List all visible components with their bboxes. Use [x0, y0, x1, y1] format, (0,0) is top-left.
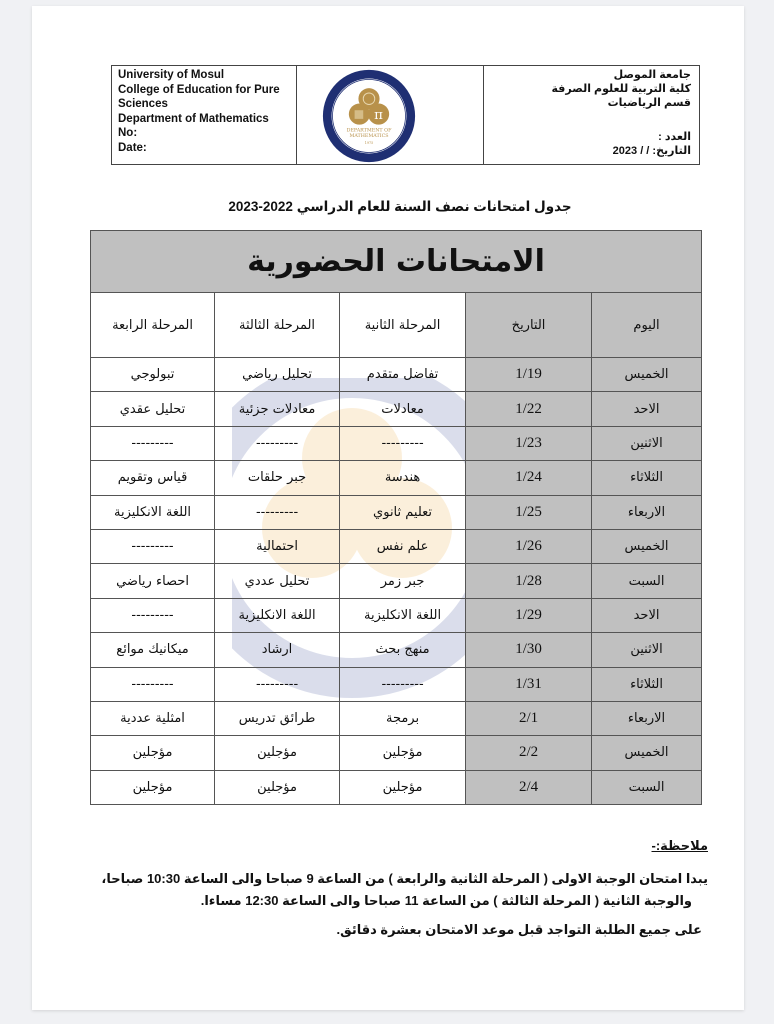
number-label-en: No:: [118, 127, 138, 140]
college-name-ar: كلية التربية للعلوم الصرفة: [551, 83, 691, 95]
table-row: [91, 529, 702, 563]
column-header-stage-2: المرحلة الثانية: [340, 293, 466, 358]
cell-day: الثلاثاء: [592, 461, 702, 495]
cell-date: 1/25: [466, 495, 592, 529]
cell-date: 1/19: [466, 358, 592, 392]
cell-day: الاربعاء: [592, 701, 702, 735]
cell-date: 1/24: [466, 461, 592, 495]
college-name-en-2: Sciences: [118, 98, 168, 111]
note-line-1: يبدا امتحان الوجبة الاولى ( المرحلة الثانية والرابعة ) من الساعة 9 صباحا والى الساعة 10:30 صباحا،: [101, 871, 708, 886]
cell-stage-4: مؤجلين: [91, 770, 215, 804]
cell-stage-2: ---------: [340, 667, 466, 701]
cell-stage-2: جبر زمر: [340, 564, 466, 598]
letterhead-arabic: [484, 66, 699, 164]
exam-schedule-table: [90, 230, 702, 805]
cell-stage-2: علم نفس: [340, 529, 466, 563]
cell-stage-3: مؤجلين: [215, 736, 340, 770]
cell-day: السبت: [592, 564, 702, 598]
cell-stage-4: مؤجلين: [91, 736, 215, 770]
column-header-stage-3: المرحلة الثالثة: [215, 293, 340, 358]
cell-stage-3: ---------: [215, 495, 340, 529]
cell-date: 1/31: [466, 667, 592, 701]
date-label-en: Date:: [118, 141, 147, 154]
cell-stage-3: تحليل عددي: [215, 564, 340, 598]
cell-stage-2: برمجة: [340, 701, 466, 735]
table-row: [91, 598, 702, 632]
cell-date: 1/26: [466, 529, 592, 563]
date-label-ar: التاريخ: / / 2023: [612, 145, 691, 157]
cell-date: 1/28: [466, 564, 592, 598]
table-row: [91, 426, 702, 460]
note-line-3: على جميع الطلبة التواجد قبل موعد الامتحان بعشرة دقائق.: [336, 922, 702, 937]
column-header-stage-4: المرحلة الرابعة: [91, 293, 215, 358]
cell-stage-3: تحليل رياضي: [215, 358, 340, 392]
cell-stage-3: احتمالية: [215, 529, 340, 563]
cell-stage-3: ارشاد: [215, 633, 340, 667]
column-header-day: اليوم: [592, 293, 702, 358]
cell-stage-4: امثلية عددية: [91, 701, 215, 735]
cell-day: الاحد: [592, 392, 702, 426]
cell-day: الخميس: [592, 736, 702, 770]
cell-day: الاثنين: [592, 426, 702, 460]
cell-stage-4: قياس وتقويم: [91, 461, 215, 495]
notes-heading: ملاحظة:-: [651, 838, 708, 853]
cell-date: 2/2: [466, 736, 592, 770]
cell-stage-4: ---------: [91, 667, 215, 701]
university-name-ar: جامعة الموصل: [613, 69, 691, 81]
cell-stage-2: مؤجلين: [340, 770, 466, 804]
cell-stage-3: جبر حلقات: [215, 461, 340, 495]
cell-date: 1/23: [466, 426, 592, 460]
cell-stage-4: ---------: [91, 426, 215, 460]
cell-stage-4: اللغة الانكليزية: [91, 495, 215, 529]
department-name-ar: قسم الرياضيات: [607, 97, 691, 109]
seal-text-2: MATHEMATICS: [349, 134, 389, 140]
cell-stage-4: احصاء رياضي: [91, 564, 215, 598]
cell-stage-2: هندسة: [340, 461, 466, 495]
cell-stage-3: اللغة الانكليزية: [215, 598, 340, 632]
college-name-en-1: College of Education for Pure: [118, 83, 280, 96]
cell-stage-3: طرائق تدريس: [215, 701, 340, 735]
table-row: [91, 667, 702, 701]
cell-stage-2: تعليم ثانوي: [340, 495, 466, 529]
table-row: [91, 736, 702, 770]
cell-stage-4: ---------: [91, 529, 215, 563]
cell-day: الخميس: [592, 358, 702, 392]
seal-year: 1975: [364, 140, 374, 145]
cell-stage-4: ---------: [91, 598, 215, 632]
svg-text:π: π: [374, 107, 384, 123]
letterhead: [111, 65, 700, 165]
cell-stage-4: تحليل عقدي: [91, 392, 215, 426]
university-name-en: University of Mosul: [118, 69, 225, 81]
table-row: [91, 495, 702, 529]
cell-stage-2: اللغة الانكليزية: [340, 598, 466, 632]
table-row: [91, 770, 702, 804]
cell-day: الثلاثاء: [592, 667, 702, 701]
department-seal-icon: [321, 68, 417, 164]
cell-stage-2: منهج بحث: [340, 633, 466, 667]
table-row: [91, 701, 702, 735]
cell-date: 1/30: [466, 633, 592, 667]
table-row: [91, 633, 702, 667]
cell-stage-2: ---------: [340, 426, 466, 460]
cell-date: 2/4: [466, 770, 592, 804]
cell-stage-3: مؤجلين: [215, 770, 340, 804]
table-row: [91, 358, 702, 392]
schedule-title: جدول امتحانات نصف السنة للعام الدراسي 2022-2023: [228, 199, 572, 214]
cell-date: 1/22: [466, 392, 592, 426]
notes-section: [58, 838, 708, 938]
cell-stage-2: تفاضل متقدم: [340, 358, 466, 392]
cell-stage-2: معادلات: [340, 392, 466, 426]
column-header-date: التاريخ: [466, 293, 592, 358]
table-row: [91, 461, 702, 495]
letterhead-logo-cell: [297, 66, 484, 164]
cell-stage-3: ---------: [215, 426, 340, 460]
number-label-ar: العدد :: [658, 131, 691, 143]
cell-date: 2/1: [466, 701, 592, 735]
cell-day: السبت: [592, 770, 702, 804]
note-line-2: والوجبة الثانية ( المرحلة الثالثة ) من الساعة 11 صباحا والى الساعة 12:30 مساءا.: [200, 893, 692, 908]
table-banner: الامتحانات الحضورية: [91, 231, 702, 293]
cell-stage-2: مؤجلين: [340, 736, 466, 770]
cell-date: 1/29: [466, 598, 592, 632]
department-name-en: Department of Mathematics: [118, 112, 269, 125]
cell-stage-4: تبولوجي: [91, 358, 215, 392]
cell-stage-3: ---------: [215, 667, 340, 701]
cell-stage-4: ميكانيك موائع: [91, 633, 215, 667]
table-row: [91, 564, 702, 598]
cell-stage-3: معادلات جزئية: [215, 392, 340, 426]
letterhead-english: [112, 66, 297, 164]
seal-text-1: DEPARTMENT OF: [346, 128, 392, 134]
cell-day: الاحد: [592, 598, 702, 632]
cell-day: الاثنين: [592, 633, 702, 667]
cell-day: الاربعاء: [592, 495, 702, 529]
cell-day: الخميس: [592, 529, 702, 563]
table-row: [91, 392, 702, 426]
